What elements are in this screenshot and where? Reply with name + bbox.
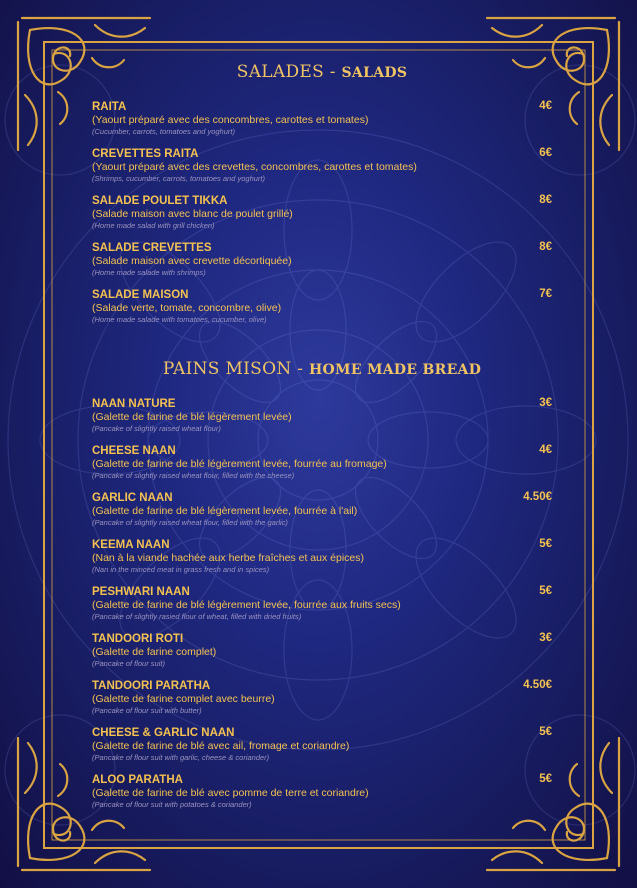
menu-item [92, 194, 552, 231]
menu-item [92, 147, 552, 184]
item-translation: (Home made salade with tomatoes, cucumber, olive) [92, 315, 267, 324]
section-title: SALADES - SALADS [236, 62, 408, 82]
menu-item [92, 241, 552, 278]
item-price: 3€ [539, 632, 552, 644]
item-description: (Nan à la viande hachée aux herbe fraîches et aux épices) [92, 552, 365, 564]
item-price: 7€ [539, 288, 552, 300]
menu-item [92, 444, 552, 481]
section-title-sub: HOME MADE BREAD [309, 362, 482, 378]
item-name: KEEMA NAAN [92, 539, 170, 551]
section-title-sub: SALADS [341, 65, 408, 81]
item-translation: (Home made salade with shrimps) [92, 268, 206, 277]
menu-item [92, 726, 552, 763]
item-price: 8€ [539, 241, 552, 253]
item-price: 4.50€ [523, 491, 552, 503]
item-description: (Yaourt préparé avec des concombres, carottes et tomates) [92, 114, 369, 126]
item-name: ALOO PARATHA [92, 774, 183, 786]
section-title: PAINS MISON - HOME MADE BREAD [162, 359, 482, 379]
item-translation: (Home made salad with grill chicken) [92, 221, 215, 230]
item-price: 6€ [539, 147, 552, 159]
item-name: CHEESE NAAN [92, 445, 176, 457]
item-price: 4€ [539, 444, 552, 456]
section-title-main: SALADES [236, 62, 325, 82]
item-price: 4.50€ [523, 679, 552, 691]
menu-item [92, 585, 552, 622]
item-name: GARLIC NAAN [92, 492, 173, 504]
item-description: (Salade maison avec crevette décortiquée) [92, 255, 292, 267]
item-price: 5€ [539, 585, 552, 597]
item-translation: (Pancake of flour suit with potatoes & coriander) [92, 800, 252, 809]
item-translation: (Pancake of slightly rasied flour of wheat, filled with dried fruits) [92, 612, 302, 621]
item-description: (Galette de farine complet) [92, 646, 217, 658]
item-translation: (Pancake of slightly raised wheat flour, filled with the garlic) [92, 518, 288, 527]
section-title-main: PAINS MISON [162, 359, 292, 379]
menu-item [92, 632, 552, 669]
item-price: 5€ [539, 773, 552, 785]
item-name: RAITA [92, 101, 127, 113]
menu-item [92, 288, 552, 325]
menu-item [92, 538, 552, 575]
item-translation: (Pancake of slightly raised wheat flour) [92, 424, 221, 433]
item-description: (Galette de farine de blé avec pomme de terre et coriandre) [92, 787, 369, 799]
item-translation: (Pancake of flour suit) [92, 659, 165, 668]
item-price: 5€ [539, 726, 552, 738]
item-name: TANDOORI ROTI [92, 633, 184, 645]
item-description: (Galette de farine de blé légèrement levée, fourrée à l'ail) [92, 505, 358, 517]
item-price: 3€ [539, 397, 552, 409]
item-name: PESHWARI NAAN [92, 586, 190, 598]
menu-item [92, 679, 552, 716]
menu-item [92, 397, 552, 434]
item-name: CHEESE & GARLIC NAAN [92, 727, 235, 739]
item-name: TANDOORI PARATHA [92, 680, 211, 692]
item-description: (Salade verte, tomate, concombre, olive) [92, 302, 282, 314]
item-translation: (Nan in the minced meat in grass fresh and in spices) [92, 565, 270, 574]
item-name: NAAN NATURE [92, 398, 176, 410]
item-translation: (Pancake of flour suit with garlic, cheese & coriander) [92, 753, 270, 762]
item-description: (Salade maison avec blanc de poulet grillé) [92, 208, 293, 220]
item-name: SALADE POULET TIKKA [92, 195, 228, 207]
section-salads [92, 62, 552, 325]
item-price: 4€ [539, 100, 552, 112]
item-price: 5€ [539, 538, 552, 550]
menu-item [92, 773, 552, 810]
item-description: (Yaourt préparé avec des crevettes, concombres, carottes et tomates) [92, 161, 417, 173]
item-translation: (Cucumber, carrots, tomatoes and yoghurt) [92, 127, 235, 136]
item-name: CREVETTES RAITA [92, 148, 199, 160]
item-description: (Galette de farine de blé légèrement levée) [92, 411, 292, 423]
item-price: 8€ [539, 194, 552, 206]
item-description: (Galette de farine complet avec beurre) [92, 693, 275, 705]
item-description: (Galette de farine de blé légèrement levée, fourrée aux fruits secs) [92, 599, 401, 611]
menu-item [92, 100, 552, 137]
item-name: SALADE CREVETTES [92, 242, 212, 254]
menu-content [92, 62, 552, 820]
item-description: (Galette de farine de blé légèrement levée, fourrée au fromage) [92, 458, 387, 470]
item-translation: (Shrimps, cucumber, carrots, tomatoes and yoghurt) [92, 174, 265, 183]
item-translation: (Pancake of flour suit with butter) [92, 706, 202, 715]
item-name: SALADE MAISON [92, 289, 189, 301]
item-description: (Galette de farine de blé avec ail, fromage et coriandre) [92, 740, 350, 752]
menu-item [92, 491, 552, 528]
item-translation: (Pancake of slightly raised wheat flour, filled with the cheese) [92, 471, 295, 480]
section-bread [92, 359, 552, 810]
